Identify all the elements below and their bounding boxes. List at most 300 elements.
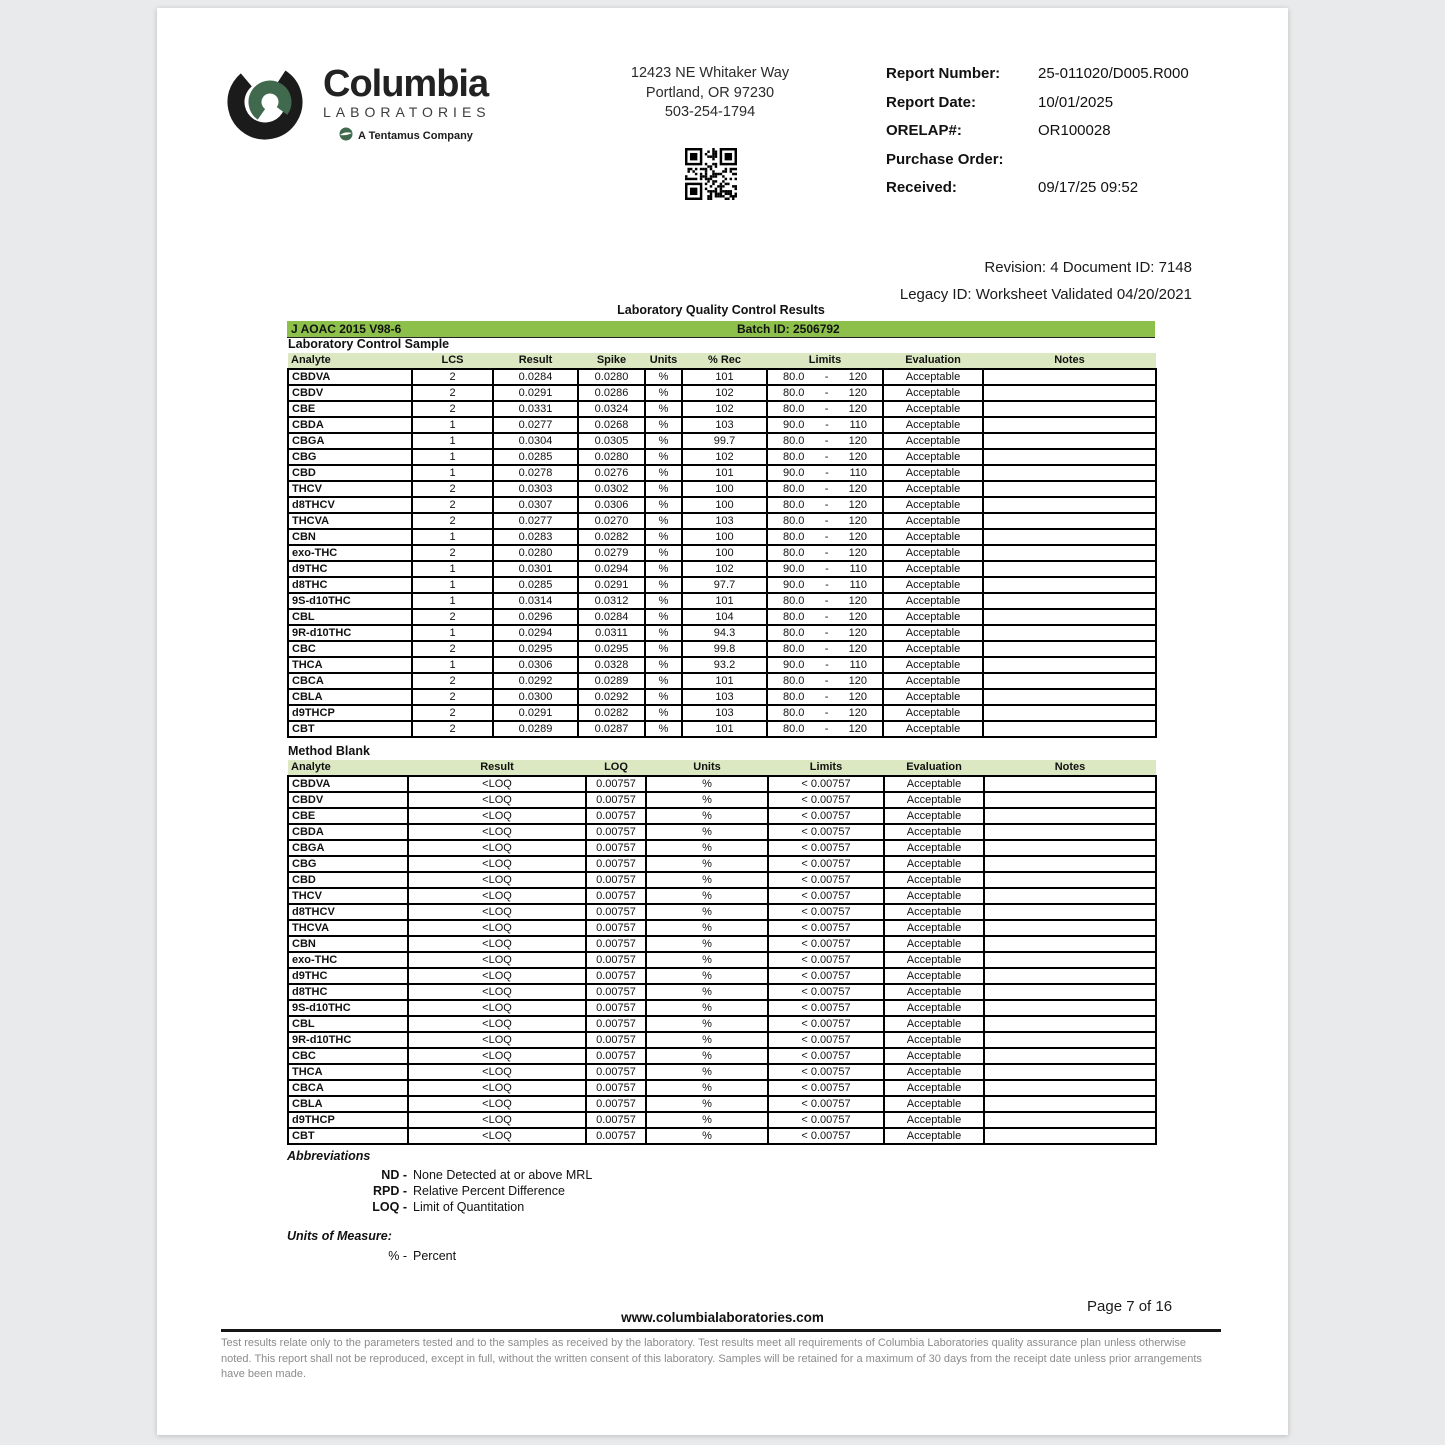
cell-limits: < 0.00757 bbox=[768, 824, 884, 840]
cell-units: % bbox=[645, 481, 682, 497]
cell-result: <LOQ bbox=[408, 952, 586, 968]
cell-spike: 0.0286 bbox=[578, 385, 645, 401]
abbr-definition: None Detected at or above MRL bbox=[413, 1168, 593, 1182]
cell-notes bbox=[983, 449, 1156, 465]
abbr-code: RPD - bbox=[372, 1184, 407, 1198]
batch-id: Batch ID: 2506792 bbox=[737, 322, 840, 336]
cell-result: 0.0283 bbox=[493, 529, 578, 545]
cell-limits: < 0.00757 bbox=[768, 952, 884, 968]
cell-notes bbox=[983, 577, 1156, 593]
cell-analyte: THCV bbox=[288, 481, 412, 497]
cell-limits bbox=[767, 625, 883, 641]
cell-percent-rec: 100 bbox=[682, 481, 767, 497]
column-header: Evaluation bbox=[884, 760, 984, 776]
cell-percent-rec: 100 bbox=[682, 529, 767, 545]
cell-evaluation: Acceptable bbox=[883, 641, 983, 657]
table-row bbox=[288, 1096, 1156, 1112]
table-row bbox=[288, 401, 1156, 417]
cell-loq: 0.00757 bbox=[586, 904, 646, 920]
orelap-value: OR100028 bbox=[1038, 122, 1111, 139]
limit-high: 120 bbox=[848, 706, 867, 719]
cell-analyte: CBGA bbox=[288, 840, 408, 856]
cell-limits: < 0.00757 bbox=[768, 1048, 884, 1064]
cell-limits: < 0.00757 bbox=[768, 808, 884, 824]
limit-high: 120 bbox=[848, 386, 867, 399]
cell-lcs-level: 1 bbox=[412, 449, 493, 465]
cell-limits: < 0.00757 bbox=[768, 872, 884, 888]
cell-notes bbox=[984, 1000, 1156, 1016]
table-row bbox=[288, 593, 1156, 609]
limit-low: 80.0 bbox=[783, 386, 805, 399]
table-row bbox=[288, 776, 1156, 792]
tentamus-leaf-icon bbox=[339, 127, 358, 144]
cell-loq: 0.00757 bbox=[586, 808, 646, 824]
cell-limits: < 0.00757 bbox=[768, 856, 884, 872]
cell-analyte: exo-THC bbox=[288, 545, 412, 561]
cell-result: 0.0306 bbox=[493, 657, 578, 673]
cell-units: % bbox=[646, 872, 768, 888]
limit-low: 80.0 bbox=[783, 498, 805, 511]
cell-result: 0.0301 bbox=[493, 561, 578, 577]
cell-analyte: 9R-d10THC bbox=[288, 1032, 408, 1048]
cell-notes bbox=[983, 497, 1156, 513]
limit-high: 120 bbox=[848, 626, 867, 639]
column-header: Analyte bbox=[288, 353, 412, 369]
limit-dash: - bbox=[824, 626, 829, 639]
table-row bbox=[288, 824, 1156, 840]
cell-percent-rec: 101 bbox=[682, 673, 767, 689]
limit-dash: - bbox=[824, 674, 829, 687]
cell-limits bbox=[767, 465, 883, 481]
cell-result: <LOQ bbox=[408, 840, 586, 856]
cell-notes bbox=[983, 689, 1156, 705]
limit-high: 110 bbox=[849, 578, 867, 591]
cell-result: 0.0291 bbox=[493, 385, 578, 401]
cell-result: <LOQ bbox=[408, 872, 586, 888]
cell-analyte: CBCA bbox=[288, 1080, 408, 1096]
cell-percent-rec: 104 bbox=[682, 609, 767, 625]
cell-units: % bbox=[646, 1096, 768, 1112]
cell-units: % bbox=[646, 1128, 768, 1144]
cell-units: % bbox=[645, 561, 682, 577]
cell-units: % bbox=[646, 808, 768, 824]
limit-dash: - bbox=[824, 610, 829, 623]
lab-address bbox=[550, 64, 870, 123]
column-header: Notes bbox=[983, 353, 1156, 369]
cell-result: 0.0294 bbox=[493, 625, 578, 641]
cell-loq: 0.00757 bbox=[586, 1000, 646, 1016]
cell-percent-rec: 101 bbox=[682, 721, 767, 737]
limit-dash: - bbox=[825, 562, 829, 575]
lcs-table bbox=[287, 353, 1157, 738]
cell-evaluation: Acceptable bbox=[883, 513, 983, 529]
cell-notes bbox=[983, 609, 1156, 625]
cell-loq: 0.00757 bbox=[586, 888, 646, 904]
column-header: Notes bbox=[984, 760, 1156, 776]
cell-units: % bbox=[646, 984, 768, 1000]
cell-notes bbox=[984, 1080, 1156, 1096]
column-header: Result bbox=[493, 353, 578, 369]
table-row bbox=[288, 369, 1156, 385]
table-row bbox=[288, 1032, 1156, 1048]
cell-loq: 0.00757 bbox=[586, 840, 646, 856]
cell-result: <LOQ bbox=[408, 936, 586, 952]
table-row bbox=[288, 1000, 1156, 1016]
limit-low: 90.0 bbox=[783, 466, 805, 479]
limit-high: 120 bbox=[848, 610, 867, 623]
cell-evaluation: Acceptable bbox=[883, 449, 983, 465]
cell-evaluation: Acceptable bbox=[883, 593, 983, 609]
limit-high: 120 bbox=[848, 722, 867, 735]
cell-analyte: 9S-d10THC bbox=[288, 593, 412, 609]
cell-analyte: d8THC bbox=[288, 577, 412, 593]
cell-units: % bbox=[646, 776, 768, 792]
cell-notes bbox=[983, 529, 1156, 545]
limit-low: 90.0 bbox=[783, 562, 805, 575]
table-header-row bbox=[288, 353, 1156, 369]
column-header: Result bbox=[408, 760, 586, 776]
table-row bbox=[288, 577, 1156, 593]
limit-low: 90.0 bbox=[783, 578, 805, 591]
column-header: Limits bbox=[767, 353, 883, 369]
table-row bbox=[288, 936, 1156, 952]
cell-loq: 0.00757 bbox=[586, 856, 646, 872]
purchase-order-label: Purchase Order: bbox=[886, 150, 1004, 168]
cell-notes bbox=[983, 545, 1156, 561]
cell-units: % bbox=[645, 657, 682, 673]
cell-limits bbox=[767, 449, 883, 465]
limit-low: 80.0 bbox=[783, 514, 805, 527]
cell-spike: 0.0295 bbox=[578, 641, 645, 657]
limit-low: 80.0 bbox=[783, 370, 805, 383]
table-row bbox=[288, 872, 1156, 888]
report-info bbox=[886, 65, 1189, 208]
limit-low: 80.0 bbox=[783, 450, 805, 463]
table-row bbox=[288, 625, 1156, 641]
cell-analyte: THCA bbox=[288, 1064, 408, 1080]
cell-percent-rec: 93.2 bbox=[682, 657, 767, 673]
cell-lcs-level: 2 bbox=[412, 385, 493, 401]
cell-analyte: CBT bbox=[288, 721, 412, 737]
cell-notes bbox=[984, 904, 1156, 920]
cell-analyte: CBN bbox=[288, 936, 408, 952]
limit-dash: - bbox=[824, 450, 829, 463]
logo-subtitle: LABORATORIES bbox=[323, 104, 491, 120]
cell-result: <LOQ bbox=[408, 1000, 586, 1016]
cell-limits: < 0.00757 bbox=[768, 984, 884, 1000]
cell-units: % bbox=[646, 1016, 768, 1032]
limit-dash: - bbox=[824, 530, 829, 543]
table-row bbox=[288, 1048, 1156, 1064]
table-row bbox=[288, 840, 1156, 856]
limit-low: 80.0 bbox=[783, 642, 805, 655]
limit-low: 80.0 bbox=[783, 690, 805, 703]
cell-spike: 0.0292 bbox=[578, 689, 645, 705]
cell-result: <LOQ bbox=[408, 888, 586, 904]
cell-limits: < 0.00757 bbox=[768, 840, 884, 856]
limit-dash: - bbox=[824, 482, 829, 495]
cell-limits bbox=[767, 673, 883, 689]
cell-lcs-level: 1 bbox=[412, 593, 493, 609]
cell-result: 0.0278 bbox=[493, 465, 578, 481]
column-header: Units bbox=[646, 760, 768, 776]
cell-units: % bbox=[646, 904, 768, 920]
cell-evaluation: Acceptable bbox=[884, 1096, 984, 1112]
limit-low: 80.0 bbox=[783, 706, 805, 719]
limit-dash: - bbox=[824, 722, 829, 735]
cell-lcs-level: 2 bbox=[412, 609, 493, 625]
cell-limits: < 0.00757 bbox=[768, 1096, 884, 1112]
cell-notes bbox=[984, 808, 1156, 824]
cell-notes bbox=[983, 401, 1156, 417]
cell-evaluation: Acceptable bbox=[883, 433, 983, 449]
cell-notes bbox=[984, 984, 1156, 1000]
cell-limits bbox=[767, 545, 883, 561]
column-header: Spike bbox=[578, 353, 645, 369]
limit-high: 120 bbox=[848, 642, 867, 655]
cell-evaluation: Acceptable bbox=[884, 1016, 984, 1032]
cell-analyte: CBL bbox=[288, 1016, 408, 1032]
table-row bbox=[288, 1016, 1156, 1032]
limit-high: 120 bbox=[848, 402, 867, 415]
limit-dash: - bbox=[824, 402, 829, 415]
limit-dash: - bbox=[824, 514, 829, 527]
cell-limits: < 0.00757 bbox=[768, 888, 884, 904]
website-url: www.columbialaboratories.com bbox=[621, 1310, 824, 1325]
cell-notes bbox=[983, 593, 1156, 609]
cell-analyte: CBE bbox=[288, 401, 412, 417]
limit-high: 120 bbox=[848, 530, 867, 543]
cell-notes bbox=[983, 721, 1156, 737]
limit-dash: - bbox=[824, 498, 829, 511]
method-blank-table bbox=[287, 760, 1157, 1145]
cell-units: % bbox=[645, 497, 682, 513]
table-row bbox=[288, 984, 1156, 1000]
cell-spike: 0.0324 bbox=[578, 401, 645, 417]
cell-analyte: 9R-d10THC bbox=[288, 625, 412, 641]
cell-loq: 0.00757 bbox=[586, 1016, 646, 1032]
cell-limits: < 0.00757 bbox=[768, 1112, 884, 1128]
cell-units: % bbox=[645, 577, 682, 593]
cell-units: % bbox=[645, 625, 682, 641]
cell-percent-rec: 100 bbox=[682, 545, 767, 561]
cell-lcs-level: 1 bbox=[412, 529, 493, 545]
cell-evaluation: Acceptable bbox=[883, 561, 983, 577]
cell-units: % bbox=[645, 513, 682, 529]
cell-units: % bbox=[646, 936, 768, 952]
page-number: Page 7 of 16 bbox=[1087, 1298, 1173, 1315]
cell-percent-rec: 101 bbox=[682, 465, 767, 481]
cell-loq: 0.00757 bbox=[586, 1096, 646, 1112]
cell-analyte: CBG bbox=[288, 856, 408, 872]
cell-analyte: d8THCV bbox=[288, 904, 408, 920]
cell-units: % bbox=[645, 609, 682, 625]
cell-evaluation: Acceptable bbox=[884, 984, 984, 1000]
cell-spike: 0.0306 bbox=[578, 497, 645, 513]
cell-evaluation: Acceptable bbox=[884, 1064, 984, 1080]
cell-evaluation: Acceptable bbox=[883, 689, 983, 705]
cell-analyte: d9THCP bbox=[288, 1112, 408, 1128]
cell-loq: 0.00757 bbox=[586, 952, 646, 968]
cell-limits: < 0.00757 bbox=[768, 920, 884, 936]
cell-loq: 0.00757 bbox=[586, 1032, 646, 1048]
cell-lcs-level: 2 bbox=[412, 481, 493, 497]
cell-evaluation: Acceptable bbox=[883, 529, 983, 545]
cell-result: 0.0295 bbox=[493, 641, 578, 657]
cell-lcs-level: 2 bbox=[412, 401, 493, 417]
cell-notes bbox=[983, 385, 1156, 401]
cell-evaluation: Acceptable bbox=[884, 840, 984, 856]
column-header: Analyte bbox=[288, 760, 408, 776]
report-number-label: Report Number: bbox=[886, 65, 1001, 82]
unit-definition: Percent bbox=[413, 1249, 457, 1263]
cell-spike: 0.0302 bbox=[578, 481, 645, 497]
limit-low: 80.0 bbox=[783, 610, 805, 623]
cell-limits bbox=[767, 561, 883, 577]
cell-units: % bbox=[646, 1000, 768, 1016]
table-row bbox=[288, 888, 1156, 904]
cell-analyte: THCV bbox=[288, 888, 408, 904]
cell-percent-rec: 102 bbox=[682, 561, 767, 577]
cell-limits bbox=[767, 593, 883, 609]
cell-limits bbox=[767, 609, 883, 625]
table-row bbox=[288, 385, 1156, 401]
company-logo bbox=[221, 56, 491, 153]
table-row bbox=[288, 792, 1156, 808]
table-row bbox=[288, 657, 1156, 673]
qc-results-title: Laboratory Quality Control Results bbox=[617, 303, 825, 317]
cell-result: 0.0289 bbox=[493, 721, 578, 737]
cell-analyte: CBLA bbox=[288, 1096, 408, 1112]
cell-evaluation: Acceptable bbox=[883, 577, 983, 593]
limit-low: 90.0 bbox=[783, 418, 805, 431]
units-of-measure-title: Units of Measure: bbox=[287, 1229, 392, 1243]
cell-notes bbox=[983, 465, 1156, 481]
cell-loq: 0.00757 bbox=[586, 920, 646, 936]
cell-result: 0.0280 bbox=[493, 545, 578, 561]
cell-limits bbox=[767, 385, 883, 401]
limit-dash: - bbox=[825, 418, 829, 431]
cell-evaluation: Acceptable bbox=[884, 968, 984, 984]
cell-units: % bbox=[646, 888, 768, 904]
cell-loq: 0.00757 bbox=[586, 936, 646, 952]
cell-result: <LOQ bbox=[408, 1032, 586, 1048]
cell-analyte: 9S-d10THC bbox=[288, 1000, 408, 1016]
cell-spike: 0.0289 bbox=[578, 673, 645, 689]
cell-limits bbox=[767, 577, 883, 593]
cell-spike: 0.0312 bbox=[578, 593, 645, 609]
cell-evaluation: Acceptable bbox=[883, 721, 983, 737]
cell-limits: < 0.00757 bbox=[768, 1064, 884, 1080]
table-row bbox=[288, 433, 1156, 449]
cell-evaluation: Acceptable bbox=[884, 1112, 984, 1128]
limit-low: 80.0 bbox=[783, 722, 805, 735]
table-row bbox=[288, 904, 1156, 920]
cell-notes bbox=[983, 673, 1156, 689]
cell-analyte: CBD bbox=[288, 465, 412, 481]
abbreviation-row bbox=[287, 1167, 592, 1183]
cell-result: <LOQ bbox=[408, 1064, 586, 1080]
cell-limits bbox=[767, 705, 883, 721]
limit-high: 120 bbox=[848, 434, 867, 447]
footer-divider bbox=[221, 1329, 1221, 1332]
report-info-row bbox=[886, 151, 1189, 180]
limit-dash: - bbox=[824, 434, 829, 447]
table-row bbox=[288, 641, 1156, 657]
abbr-definition: Limit of Quantitation bbox=[413, 1200, 525, 1214]
cell-limits: < 0.00757 bbox=[768, 1016, 884, 1032]
cell-result: 0.0284 bbox=[493, 369, 578, 385]
cell-loq: 0.00757 bbox=[586, 776, 646, 792]
cell-analyte: CBDA bbox=[288, 824, 408, 840]
cell-result: <LOQ bbox=[408, 792, 586, 808]
cell-analyte: CBG bbox=[288, 449, 412, 465]
cell-analyte: exo-THC bbox=[288, 952, 408, 968]
cell-lcs-level: 2 bbox=[412, 545, 493, 561]
cell-notes bbox=[983, 705, 1156, 721]
cell-limits: < 0.00757 bbox=[768, 904, 884, 920]
cell-limits bbox=[767, 689, 883, 705]
cell-analyte: CBDVA bbox=[288, 776, 408, 792]
cell-units: % bbox=[646, 1112, 768, 1128]
address-line: 12423 NE Whitaker Way bbox=[630, 65, 790, 81]
table-row bbox=[288, 1080, 1156, 1096]
cell-evaluation: Acceptable bbox=[884, 776, 984, 792]
cell-analyte: CBDVA bbox=[288, 369, 412, 385]
method-batch-bar bbox=[287, 321, 1155, 338]
cell-evaluation: Acceptable bbox=[883, 401, 983, 417]
cell-percent-rec: 103 bbox=[682, 705, 767, 721]
cell-analyte: CBT bbox=[288, 1128, 408, 1144]
lcs-section-label: Laboratory Control Sample bbox=[288, 337, 450, 351]
cell-units: % bbox=[646, 1064, 768, 1080]
cell-limits bbox=[767, 721, 883, 737]
cell-units: % bbox=[645, 721, 682, 737]
limit-dash: - bbox=[825, 578, 829, 591]
cell-units: % bbox=[645, 433, 682, 449]
column-header: Units bbox=[645, 353, 682, 369]
cell-limits: < 0.00757 bbox=[768, 1000, 884, 1016]
abbr-code: LOQ - bbox=[372, 1200, 407, 1214]
cell-evaluation: Acceptable bbox=[884, 1128, 984, 1144]
cell-evaluation: Acceptable bbox=[883, 673, 983, 689]
method-name: J AOAC 2015 V98-6 bbox=[291, 322, 402, 336]
limit-high: 110 bbox=[849, 562, 867, 575]
cell-lcs-level: 2 bbox=[412, 721, 493, 737]
cell-result: 0.0304 bbox=[493, 433, 578, 449]
cell-lcs-level: 1 bbox=[412, 577, 493, 593]
cell-limits bbox=[767, 401, 883, 417]
limit-low: 80.0 bbox=[783, 626, 805, 639]
cell-result: 0.0300 bbox=[493, 689, 578, 705]
cell-limits: < 0.00757 bbox=[768, 1080, 884, 1096]
unit-code: % - bbox=[388, 1249, 407, 1263]
cell-evaluation: Acceptable bbox=[883, 609, 983, 625]
cell-lcs-level: 2 bbox=[412, 497, 493, 513]
cell-notes bbox=[984, 1096, 1156, 1112]
cell-spike: 0.0268 bbox=[578, 417, 645, 433]
report-date-value: 10/01/2025 bbox=[1038, 93, 1114, 111]
unit-row bbox=[287, 1248, 456, 1264]
limit-high: 120 bbox=[848, 690, 867, 703]
address-line: Portland, OR 97230 bbox=[645, 84, 775, 101]
cell-lcs-level: 2 bbox=[412, 689, 493, 705]
cell-evaluation: Acceptable bbox=[884, 904, 984, 920]
cell-result: 0.0285 bbox=[493, 577, 578, 593]
cell-result: <LOQ bbox=[408, 920, 586, 936]
cell-result: 0.0291 bbox=[493, 705, 578, 721]
cell-notes bbox=[983, 481, 1156, 497]
